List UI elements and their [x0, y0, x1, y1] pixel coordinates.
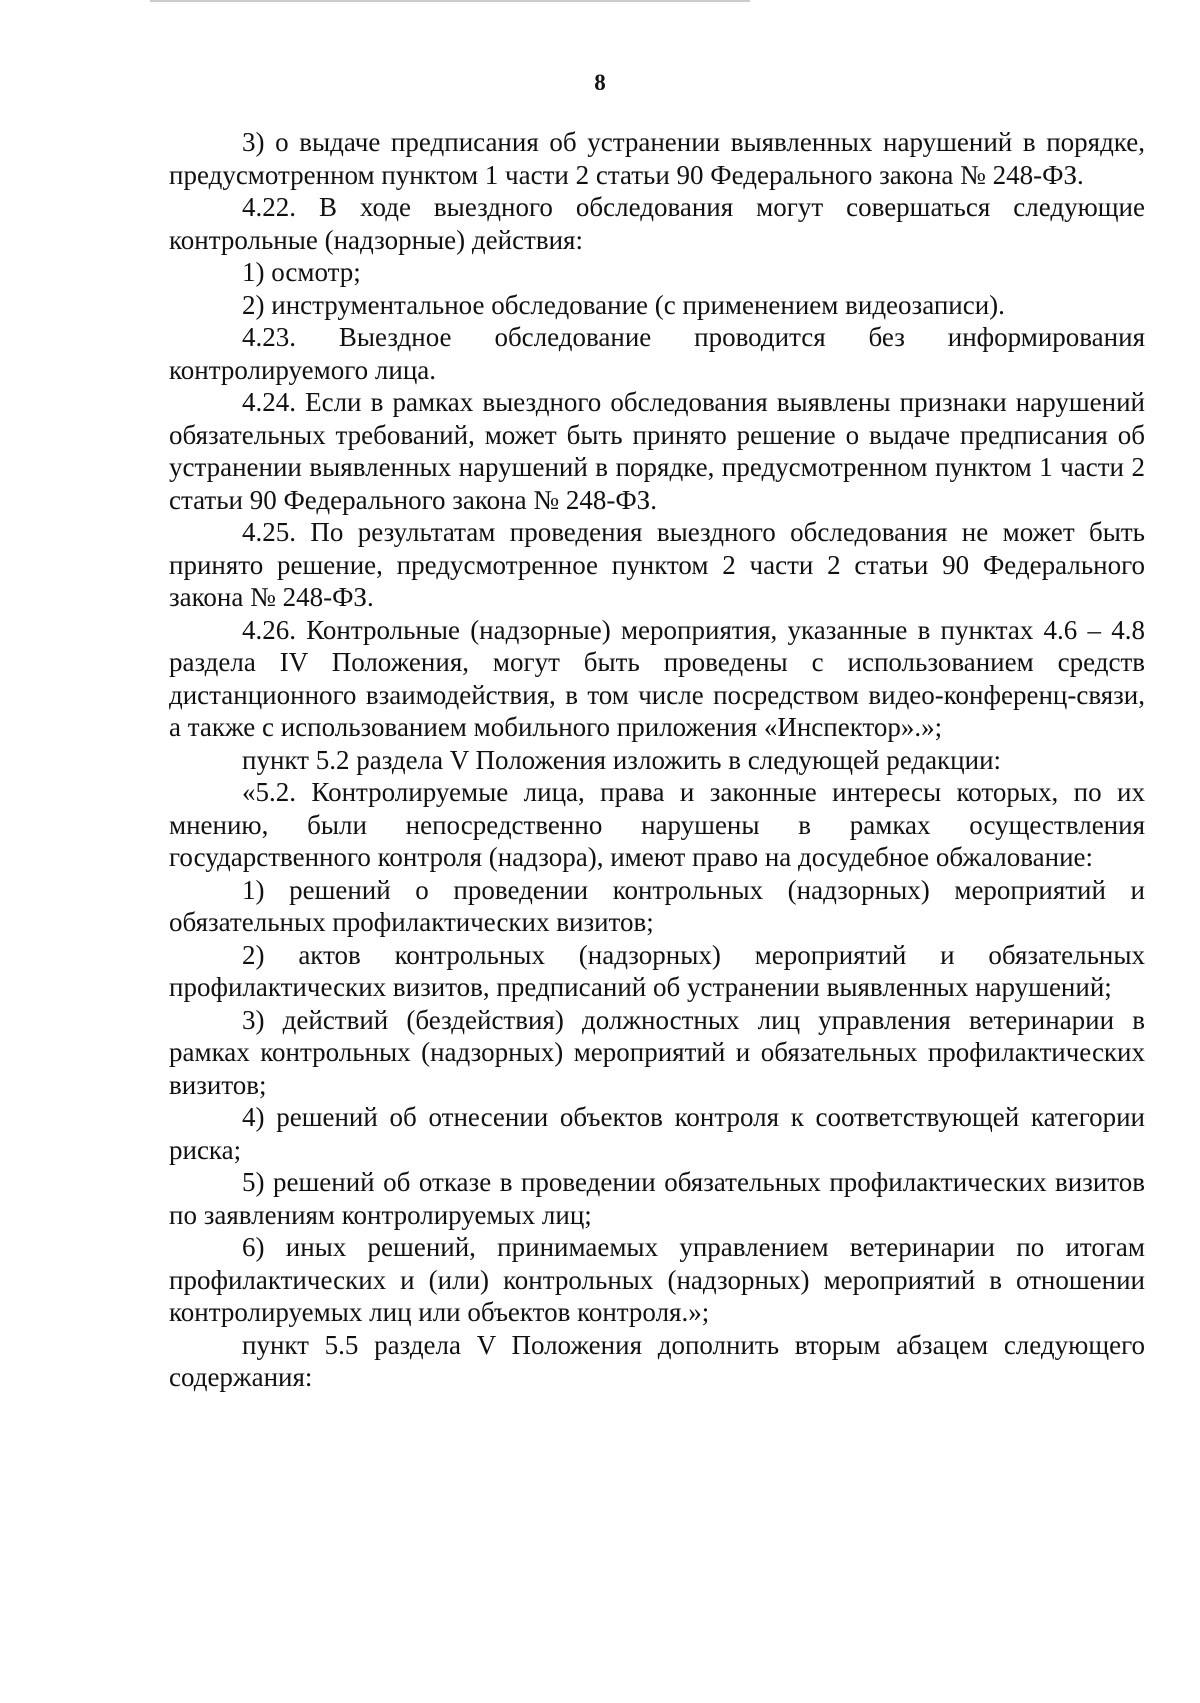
paragraph: 4.25. По результатам проведения выездного обследования не может быть принято решение, предусмотренное пунктом 2 части 2 статьи 90 Федерального закона № 248-ФЗ.: [169, 517, 1145, 612]
paragraph: 4.26. Контрольные (надзорные) мероприятия, указанные в пунктах 4.6 – 4.8 раздела IV Положения, могут быть проведены с использованием средств дистанционного взаимодействия, в том числе посредством видео-конференц-связи, а также с использованием мобильного приложения «Инспектор».»;: [169, 614, 1145, 742]
paragraph: 3) действий (бездействия) должностных лиц управления ветеринарии в рамках контрольных (надзорных) мероприятий и обязательных профилактических визитов;: [169, 1004, 1145, 1100]
paragraph: 4.22. В ходе выездного обследования могут совершаться следующие контрольные (надзорные) действия:: [169, 192, 1145, 255]
paragraph: 5) решений об отказе в проведении обязательных профилактических визитов по заявлениям контролируемых лиц;: [169, 1167, 1145, 1230]
paragraph: 4) решений об отнесении объектов контроля к соответствующей категории риска;: [169, 1102, 1145, 1165]
scan-edge-line: [150, 0, 750, 2]
paragraph: 3) о выдаче предписания об устранении выявленных нарушений в порядке, предусмотренном пунктом 1 части 2 статьи 90 Федерального закона № 248-ФЗ.: [169, 127, 1145, 190]
paragraph: пункт 5.5 раздела V Положения дополнить вторым абзацем следующего содержания:: [169, 1329, 1145, 1392]
paragraph: 2) актов контрольных (надзорных) мероприятий и обязательных профилактических визитов, предписаний об устранении выявленных нарушений;: [169, 939, 1145, 1002]
paragraph: 1) осмотр;: [242, 257, 361, 287]
paragraph: 2) инструментальное обследование (с применением видеозаписи).: [242, 289, 1005, 320]
paragraph: 6) иных решений, принимаемых управлением ветеринарии по итогам профилактических и (или) контрольных (надзорных) мероприятий в отношении контролируемых лиц или объектов контроля.»;: [169, 1232, 1145, 1327]
paragraph: 4.24. Если в рамках выездного обследования выявлены признаки нарушений обязательных требований, может быть принято решение о выдаче предписания об устранении выявленных нарушений в порядке, предусмотренном пунктом 1 части 2 статьи 90 Федерального закона № 248-ФЗ.: [169, 387, 1145, 515]
paragraph: «5.2. Контролируемые лица, права и законные интересы которых, по их мнению, были непосредственно нарушены в рамках осуществления государственного контроля (надзора), имеют право на досудебное обжалование:: [169, 777, 1145, 872]
paragraph: 4.23. Выездное обследование проводится без информирования контролируемого лица.: [169, 322, 1145, 385]
page-number: 8: [594, 70, 606, 95]
paragraph: 1) решений о проведении контрольных (надзорных) мероприятий и обязательных профилактических визитов;: [169, 874, 1145, 937]
paragraph: пункт 5.2 раздела V Положения изложить в следующей редакции:: [242, 744, 1002, 775]
document-body: [169, 126, 1145, 1394]
